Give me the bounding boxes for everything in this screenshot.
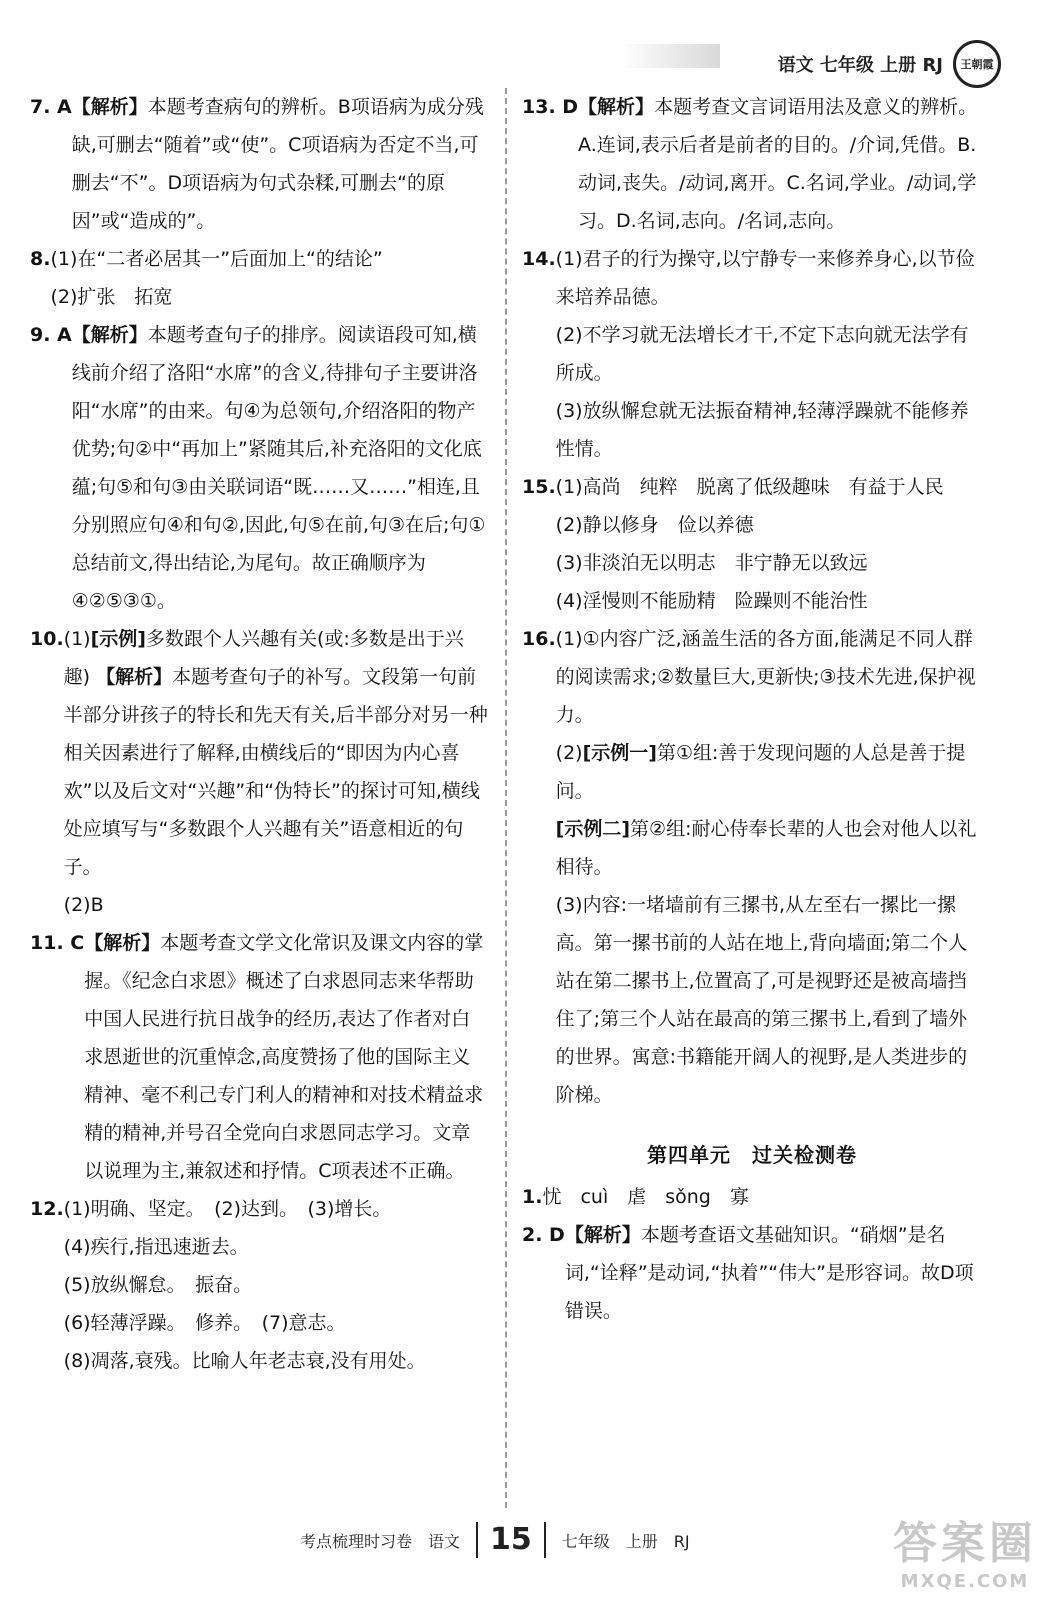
header-band: [620, 44, 720, 68]
question-number: 8.: [30, 248, 51, 270]
column-divider: [505, 88, 507, 1508]
answer-line: (3)非淡泊无以明志 非宁静无以致远: [555, 552, 868, 574]
answer-line: (8)凋落,衰残。比喻人年老志衰,没有用处。: [63, 1350, 426, 1372]
answer-line: (1)在“二者必居其一”后面加上“的结论”: [50, 248, 383, 270]
watermark: [893, 1507, 1037, 1592]
sub-prefix: (1): [63, 628, 91, 650]
question-number: 7. A: [30, 96, 72, 118]
answer-10: [30, 620, 488, 924]
question-number: 12.: [30, 1198, 64, 1220]
answer-line: (4)疾行,指迅速逝去。: [63, 1236, 249, 1258]
answer-line: (3)放纵懈怠就无法振奋精神,轻薄浮躁就不能修养性情。: [555, 400, 969, 460]
answer-11: [30, 924, 488, 1190]
right-column: [522, 88, 982, 1330]
answer-text: 本题考查语文基础知识。“硝烟”是名词,“诠释”是动词,“执着”“伟大”是形容词。故D项错误。: [564, 1224, 974, 1322]
answer-8: [30, 240, 488, 316]
answer-line: (1)高尚 纯粹 脱离了低级趣味 有益于人民: [555, 476, 944, 498]
answer-line: (5)放纵懈怠。 振奋。: [63, 1274, 253, 1296]
answer-text: 本题考查句子的补写。文段第一句前半部分讲孩子的特长和先天有关,后半部分对另一种相关因素进行了解释,由横线后的“即因为内心喜欢”以及后文对“兴趣”和“伪特长”的探讨可知,横线处应填写与“多数跟个人兴趣有关”语意相近的句子。: [63, 666, 488, 878]
answer-line: (2)扩张 拓宽: [50, 286, 173, 308]
answer-line: 忧 cuì 虐 sǒng 寡: [542, 1186, 749, 1208]
analysis-tag: 【解析】: [71, 96, 148, 118]
question-number: 11. C: [30, 932, 85, 954]
answer-line: (1)君子的行为操守,以宁静专一来修养身心,以节俭来培养品德。: [555, 248, 975, 308]
question-number: 16.: [522, 628, 556, 650]
watermark-url: MXQE.COM: [900, 1571, 1030, 1592]
analysis-tag: 【解析】: [84, 932, 161, 954]
section-answer-1: [522, 1178, 982, 1216]
answer-line: (2)静以修身 俭以养德: [555, 514, 754, 536]
footer-grade: 七年级 上册 RJ: [561, 1531, 690, 1551]
publisher-logo-icon: 王朝霞: [953, 40, 1001, 88]
footer-book-title: 考点梳理时习卷 语文: [300, 1531, 461, 1551]
sub-prefix: (2): [555, 742, 583, 764]
answer-line: (2)不学习就无法增长才干,不定下志向就无法学有所成。: [555, 324, 969, 384]
analysis-tag: 【解析】: [96, 666, 173, 688]
answer-text: 本题考查文学文化常识及课文内容的掌握。《纪念白求恩》概述了白求恩同志来华帮助中国人民进行抗日战争的经历,表达了作者对白求恩逝世的沉重悼念,高度赞扬了他的国际主义精神、毫不利己专门利人的精神和对技术精益求精的精神,并号召全党向白求恩同志学习。文章以说理为主,兼叙述和抒情。C项表述不正确。: [84, 932, 484, 1182]
question-number: 14.: [522, 248, 556, 270]
header-title: 语文 七年级 上册 RJ: [777, 55, 943, 76]
question-number: 15.: [522, 476, 556, 498]
answer-line: (4)淫慢则不能励精 险躁则不能治性: [555, 590, 868, 612]
answer-text: 本题考查病句的辨析。B项语病为成分残缺,可删去“随着”或“使”。C项语病为否定不当,可删去“不”。D项语病为句式杂糅,可删去“的原因”或“造成的”。: [71, 96, 484, 232]
question-number: 9. A: [30, 324, 72, 346]
section-title: 第四单元 过关检测卷: [647, 1143, 857, 1167]
analysis-tag: 【解析】: [71, 324, 148, 346]
question-number: 10.: [30, 628, 64, 650]
answer-text: 本题考查句子的排序。阅读语段可知,横线前介绍了洛阳“水席”的含义,待排句子主要讲洛阳“水席”的由来。句④为总领句,介绍洛阳的物产优势;句②中“再加上”紧随其后,补充洛阳的文化底蕴;句⑤和句③由关联词语“既……又……”相连,且分别照应句④和句②,因此,句⑤在前,句③在后;句①总结前文,得出结论,为尾句。故正确顺序为④②⑤③①。: [71, 324, 486, 612]
example-tag: [示例]: [90, 628, 146, 650]
answer-text: 第②组:耐心侍奉长辈的人也会对他人以礼相待。: [555, 818, 977, 878]
answer-12: [30, 1190, 488, 1380]
page-number: 15: [476, 1522, 546, 1558]
answer-text: 多数跟个人兴趣有关(或:多数是出于兴趣): [63, 628, 464, 688]
answer-line: (6)轻薄浮躁。 修养。 (7)意志。: [63, 1312, 346, 1334]
answer-line: (1)①内容广泛,涵盖生活的各方面,能满足不同人群的阅读需求;②数量巨大,更新快;③技术先进,保护视力。: [555, 628, 976, 726]
example-tag: [示例二]: [555, 818, 631, 840]
answer-15: [522, 468, 982, 620]
answer-text: 本题考查文言词语用法及意义的辨析。A.连词,表示后者是前者的目的。/介词,凭借。B.动词,丧失。/动词,离开。C.名词,学业。/动词,学习。D.名词,志向。/名词,志向。: [578, 96, 978, 232]
answer-9: [30, 316, 488, 620]
analysis-tag: 【解析】: [578, 96, 655, 118]
left-column: [30, 88, 488, 1380]
answer-line: (3)内容:一堵墙前有三摞书,从左至右一摞比一摞高。第一摞书前的人站在地上,背向墙面;第二个人站在第二摞书上,位置高了,可是视野还是被高墙挡住了;第三个人站在最高的第三摞书上,看到了墙外的世界。寓意:书籍能开阔人的视野,是人类进步的阶梯。: [555, 894, 968, 1106]
answer-line: (1)明确、坚定。 (2)达到。 (3)增长。: [63, 1198, 392, 1220]
watermark-logo-text: 答案圈: [893, 1518, 1037, 1569]
question-number: 1.: [522, 1186, 543, 1208]
answer-14: [522, 240, 982, 468]
answer-text: 第①组:善于发现问题的人总是善于提问。: [555, 742, 966, 802]
analysis-tag: 【解析】: [564, 1224, 641, 1246]
answer-16: [522, 620, 982, 1114]
answer-13: [522, 88, 982, 240]
example-tag: [示例一]: [582, 742, 657, 764]
page-footer: [300, 1522, 690, 1558]
section-answer-2: [522, 1216, 982, 1330]
answer-7: [30, 88, 488, 240]
page-header: [778, 40, 1001, 88]
answer-line: (2)B: [63, 894, 104, 916]
question-number: 13. D: [522, 96, 579, 118]
question-number: 2. D: [522, 1224, 565, 1246]
